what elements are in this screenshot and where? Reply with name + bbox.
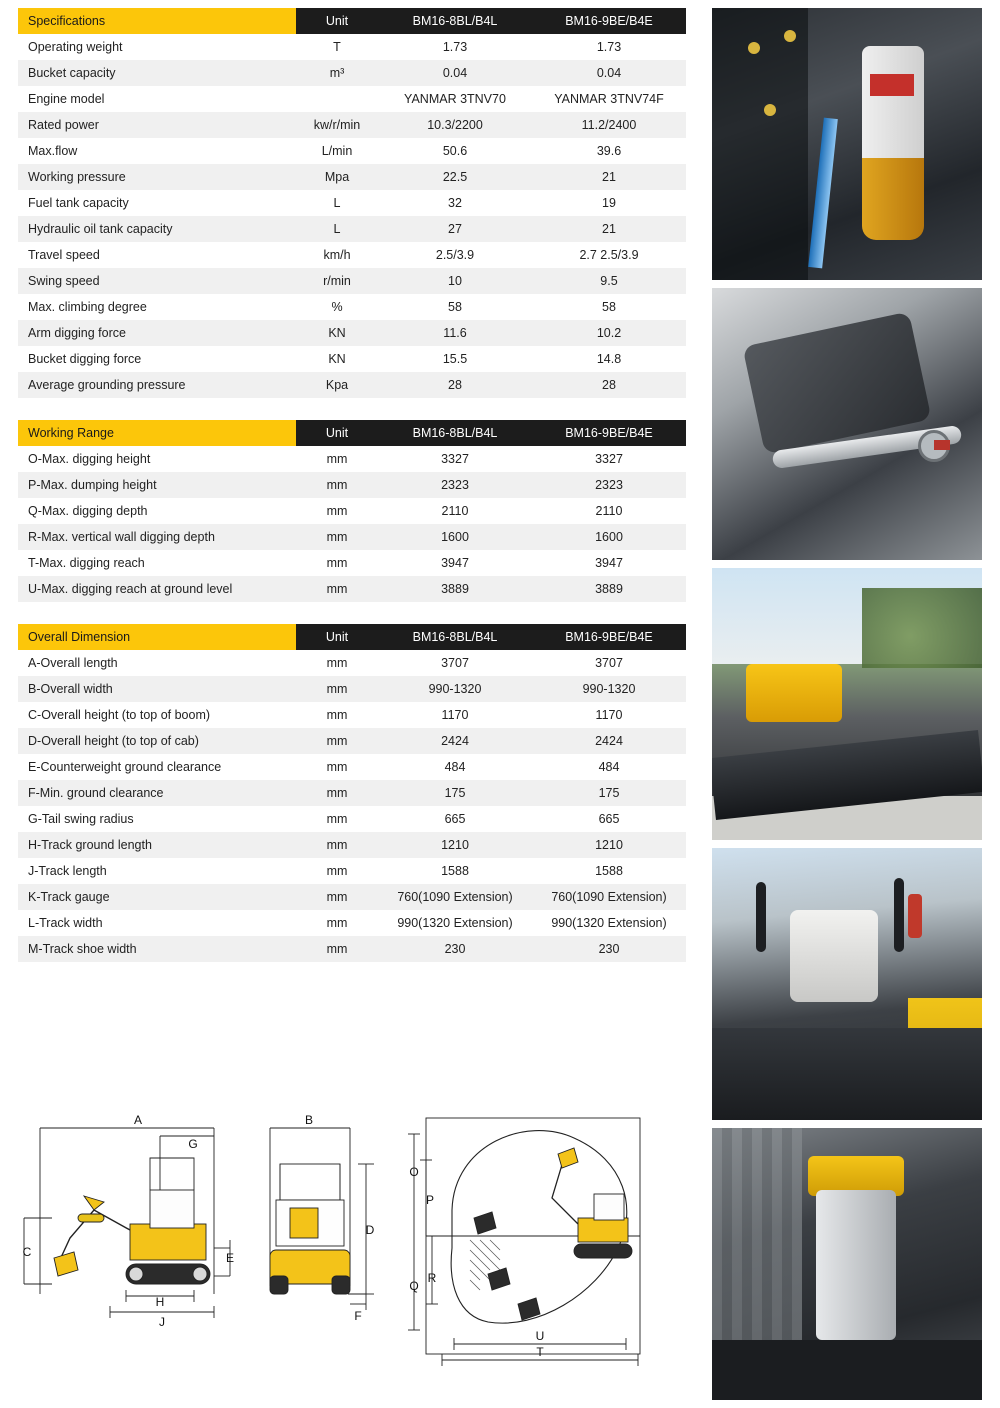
row-value-2: 2323	[532, 472, 686, 498]
dim-label-P: P	[425, 1193, 435, 1207]
row-unit: mm	[296, 472, 378, 498]
row-value-1: 1.73	[378, 34, 532, 60]
row-unit: mm	[296, 884, 378, 910]
row-value-1: 990(1320 Extension)	[378, 910, 532, 936]
table-row	[18, 910, 686, 936]
row-value-2: 11.2/2400	[532, 112, 686, 138]
dim-label-G: G	[188, 1137, 198, 1151]
table-row	[18, 294, 686, 320]
row-value-1: 1588	[378, 858, 532, 884]
row-label: Bucket digging force	[18, 346, 296, 372]
row-unit: KN	[296, 346, 378, 372]
row-value-2: 19	[532, 190, 686, 216]
row-label: A-Overall length	[18, 650, 296, 676]
row-unit: mm	[296, 754, 378, 780]
table-row	[18, 320, 686, 346]
table-row	[18, 806, 686, 832]
table-row	[18, 112, 686, 138]
row-unit: Mpa	[296, 164, 378, 190]
row-unit: mm	[296, 910, 378, 936]
row-value-1: 50.6	[378, 138, 532, 164]
table-row	[18, 936, 686, 962]
table-row	[18, 138, 686, 164]
row-label: Max. climbing degree	[18, 294, 296, 320]
row-value-2: 10.2	[532, 320, 686, 346]
table-row	[18, 576, 686, 602]
row-unit: mm	[296, 446, 378, 472]
dim-label-O: O	[409, 1165, 419, 1179]
row-value-1: 3327	[378, 446, 532, 472]
row-value-1: YANMAR 3TNV70	[378, 86, 532, 112]
table-row	[18, 216, 686, 242]
row-label: Average grounding pressure	[18, 372, 296, 398]
table-row	[18, 780, 686, 806]
row-label: Working pressure	[18, 164, 296, 190]
row-value-1: 2424	[378, 728, 532, 754]
row-value-1: 3889	[378, 576, 532, 602]
row-label: F-Min. ground clearance	[18, 780, 296, 806]
row-value-2: 665	[532, 806, 686, 832]
row-value-1: 28	[378, 372, 532, 398]
row-label: Max.flow	[18, 138, 296, 164]
undercarriage-track-motor-photo	[712, 1128, 982, 1400]
row-label: Fuel tank capacity	[18, 190, 296, 216]
dim-label-R: R	[427, 1271, 437, 1285]
table-header-row	[18, 420, 686, 446]
row-value-1: 230	[378, 936, 532, 962]
row-unit: mm	[296, 936, 378, 962]
table-row	[18, 754, 686, 780]
row-unit: mm	[296, 858, 378, 884]
row-unit: Kpa	[296, 372, 378, 398]
dim-label-Q: Q	[409, 1279, 419, 1293]
row-value-2: 990(1320 Extension)	[532, 910, 686, 936]
column-header-model-2: BM16-9BE/B4E	[532, 624, 686, 650]
table-title-overall-dimension: Overall Dimension	[18, 624, 296, 650]
row-label: Hydraulic oil tank capacity	[18, 216, 296, 242]
table-row	[18, 472, 686, 498]
table-row	[18, 60, 686, 86]
row-label: J-Track length	[18, 858, 296, 884]
row-label: D-Overall height (to top of cab)	[18, 728, 296, 754]
row-unit: mm	[296, 676, 378, 702]
row-unit: mm	[296, 780, 378, 806]
table-overall-dimension	[18, 624, 686, 962]
row-value-2: 760(1090 Extension)	[532, 884, 686, 910]
table-title-working-range: Working Range	[18, 420, 296, 446]
row-label: K-Track gauge	[18, 884, 296, 910]
row-value-2: 230	[532, 936, 686, 962]
row-value-1: 1170	[378, 702, 532, 728]
row-unit: mm	[296, 650, 378, 676]
table-specifications	[18, 8, 686, 398]
row-value-1: 22.5	[378, 164, 532, 190]
row-value-1: 1600	[378, 524, 532, 550]
row-value-1: 2110	[378, 498, 532, 524]
row-value-1: 32	[378, 190, 532, 216]
row-unit: mm	[296, 728, 378, 754]
table-title-specifications: Specifications	[18, 8, 296, 34]
row-value-2: 1600	[532, 524, 686, 550]
row-unit: m³	[296, 60, 378, 86]
row-value-2: YANMAR 3TNV74F	[532, 86, 686, 112]
row-label: E-Counterweight ground clearance	[18, 754, 296, 780]
row-label: U-Max. digging reach at ground level	[18, 576, 296, 602]
row-value-2: 175	[532, 780, 686, 806]
row-value-2: 0.04	[532, 60, 686, 86]
row-label: P-Max. dumping height	[18, 472, 296, 498]
row-value-1: 1210	[378, 832, 532, 858]
table-row	[18, 550, 686, 576]
row-value-2: 3889	[532, 576, 686, 602]
row-unit	[296, 86, 378, 112]
table-row	[18, 524, 686, 550]
table-row	[18, 832, 686, 858]
row-label: Bucket capacity	[18, 60, 296, 86]
dim-label-D: D	[365, 1223, 375, 1237]
row-label: Engine model	[18, 86, 296, 112]
row-value-1: 990-1320	[378, 676, 532, 702]
dozer-blade-photo	[712, 568, 982, 840]
row-unit: L	[296, 190, 378, 216]
row-value-2: 1588	[532, 858, 686, 884]
row-unit: mm	[296, 550, 378, 576]
row-value-1: 10	[378, 268, 532, 294]
row-value-1: 11.6	[378, 320, 532, 346]
row-label: Arm digging force	[18, 320, 296, 346]
table-row	[18, 498, 686, 524]
table-row	[18, 268, 686, 294]
table-working-range	[18, 420, 686, 602]
row-value-1: 10.3/2200	[378, 112, 532, 138]
dim-label-T: T	[536, 1345, 544, 1359]
row-label: B-Overall width	[18, 676, 296, 702]
row-unit: L	[296, 216, 378, 242]
table-row	[18, 190, 686, 216]
table-row	[18, 702, 686, 728]
row-label: Swing speed	[18, 268, 296, 294]
row-value-1: 484	[378, 754, 532, 780]
row-value-2: 1.73	[532, 34, 686, 60]
row-unit: KN	[296, 320, 378, 346]
row-unit: L/min	[296, 138, 378, 164]
row-value-1: 175	[378, 780, 532, 806]
table-row	[18, 676, 686, 702]
row-value-2: 58	[532, 294, 686, 320]
specification-tables	[18, 8, 690, 984]
row-label: C-Overall height (to top of boom)	[18, 702, 296, 728]
table-row	[18, 884, 686, 910]
row-value-2: 2424	[532, 728, 686, 754]
working-range-diagram	[408, 1118, 640, 1366]
column-header-unit: Unit	[296, 420, 378, 446]
row-value-2: 2110	[532, 498, 686, 524]
row-label: G-Tail swing radius	[18, 806, 296, 832]
table-row	[18, 164, 686, 190]
row-value-2: 3707	[532, 650, 686, 676]
dim-label-E: E	[225, 1251, 235, 1265]
row-unit: mm	[296, 702, 378, 728]
row-value-1: 58	[378, 294, 532, 320]
row-value-2: 21	[532, 164, 686, 190]
row-value-2: 990-1320	[532, 676, 686, 702]
dim-label-U: U	[535, 1329, 545, 1343]
row-value-2: 3327	[532, 446, 686, 472]
dim-label-J: J	[159, 1315, 165, 1329]
row-unit: %	[296, 294, 378, 320]
engine-bay-fuel-filter-photo	[712, 8, 982, 280]
row-value-2: 2.7 2.5/3.9	[532, 242, 686, 268]
row-value-1: 27	[378, 216, 532, 242]
row-label: H-Track ground length	[18, 832, 296, 858]
row-label: R-Max. vertical wall digging depth	[18, 524, 296, 550]
row-label: T-Max. digging reach	[18, 550, 296, 576]
row-value-1: 760(1090 Extension)	[378, 884, 532, 910]
dim-label-B: B	[304, 1113, 314, 1127]
table-row	[18, 34, 686, 60]
column-header-model-1: BM16-8BL/B4L	[378, 624, 532, 650]
dim-label-A: A	[133, 1113, 143, 1127]
row-value-2: 21	[532, 216, 686, 242]
row-value-2: 1170	[532, 702, 686, 728]
column-header-unit: Unit	[296, 624, 378, 650]
row-value-2: 3947	[532, 550, 686, 576]
product-photo-column	[712, 8, 982, 1408]
row-value-2: 14.8	[532, 346, 686, 372]
table-row	[18, 86, 686, 112]
table-header-row	[18, 624, 686, 650]
column-header-model-1: BM16-8BL/B4L	[378, 420, 532, 446]
operator-cabin-controls-photo	[712, 848, 982, 1120]
row-unit: mm	[296, 832, 378, 858]
row-value-1: 665	[378, 806, 532, 832]
front-view-diagram	[270, 1128, 374, 1310]
table-row	[18, 650, 686, 676]
boom-cylinder-linkage-photo	[712, 288, 982, 560]
dim-label-H: H	[155, 1295, 165, 1309]
column-header-unit: Unit	[296, 8, 378, 34]
row-unit: mm	[296, 498, 378, 524]
table-row	[18, 728, 686, 754]
row-label: O-Max. digging height	[18, 446, 296, 472]
row-value-1: 3707	[378, 650, 532, 676]
dim-label-F: F	[354, 1309, 362, 1323]
table-row	[18, 242, 686, 268]
column-header-model-2: BM16-9BE/B4E	[532, 8, 686, 34]
table-row	[18, 346, 686, 372]
side-view-diagram	[24, 1128, 230, 1318]
row-unit: r/min	[296, 268, 378, 294]
row-value-2: 28	[532, 372, 686, 398]
row-unit: km/h	[296, 242, 378, 268]
table-row	[18, 372, 686, 398]
row-label: L-Track width	[18, 910, 296, 936]
row-value-2: 1210	[532, 832, 686, 858]
row-label: Q-Max. digging depth	[18, 498, 296, 524]
row-value-1: 2.5/3.9	[378, 242, 532, 268]
row-unit: mm	[296, 806, 378, 832]
row-value-1: 2323	[378, 472, 532, 498]
dim-label-C: C	[22, 1245, 32, 1259]
column-header-model-2: BM16-9BE/B4E	[532, 420, 686, 446]
table-row	[18, 446, 686, 472]
table-row	[18, 858, 686, 884]
row-value-2: 484	[532, 754, 686, 780]
dimension-diagrams	[18, 1098, 690, 1378]
row-unit: mm	[296, 576, 378, 602]
column-header-model-1: BM16-8BL/B4L	[378, 8, 532, 34]
row-value-2: 39.6	[532, 138, 686, 164]
row-label: Travel speed	[18, 242, 296, 268]
row-value-2: 9.5	[532, 268, 686, 294]
row-value-1: 0.04	[378, 60, 532, 86]
row-unit: kw/r/min	[296, 112, 378, 138]
row-unit: mm	[296, 524, 378, 550]
row-unit: T	[296, 34, 378, 60]
row-value-1: 15.5	[378, 346, 532, 372]
row-label: Rated power	[18, 112, 296, 138]
row-label: M-Track shoe width	[18, 936, 296, 962]
row-value-1: 3947	[378, 550, 532, 576]
row-label: Operating weight	[18, 34, 296, 60]
table-header-row	[18, 8, 686, 34]
